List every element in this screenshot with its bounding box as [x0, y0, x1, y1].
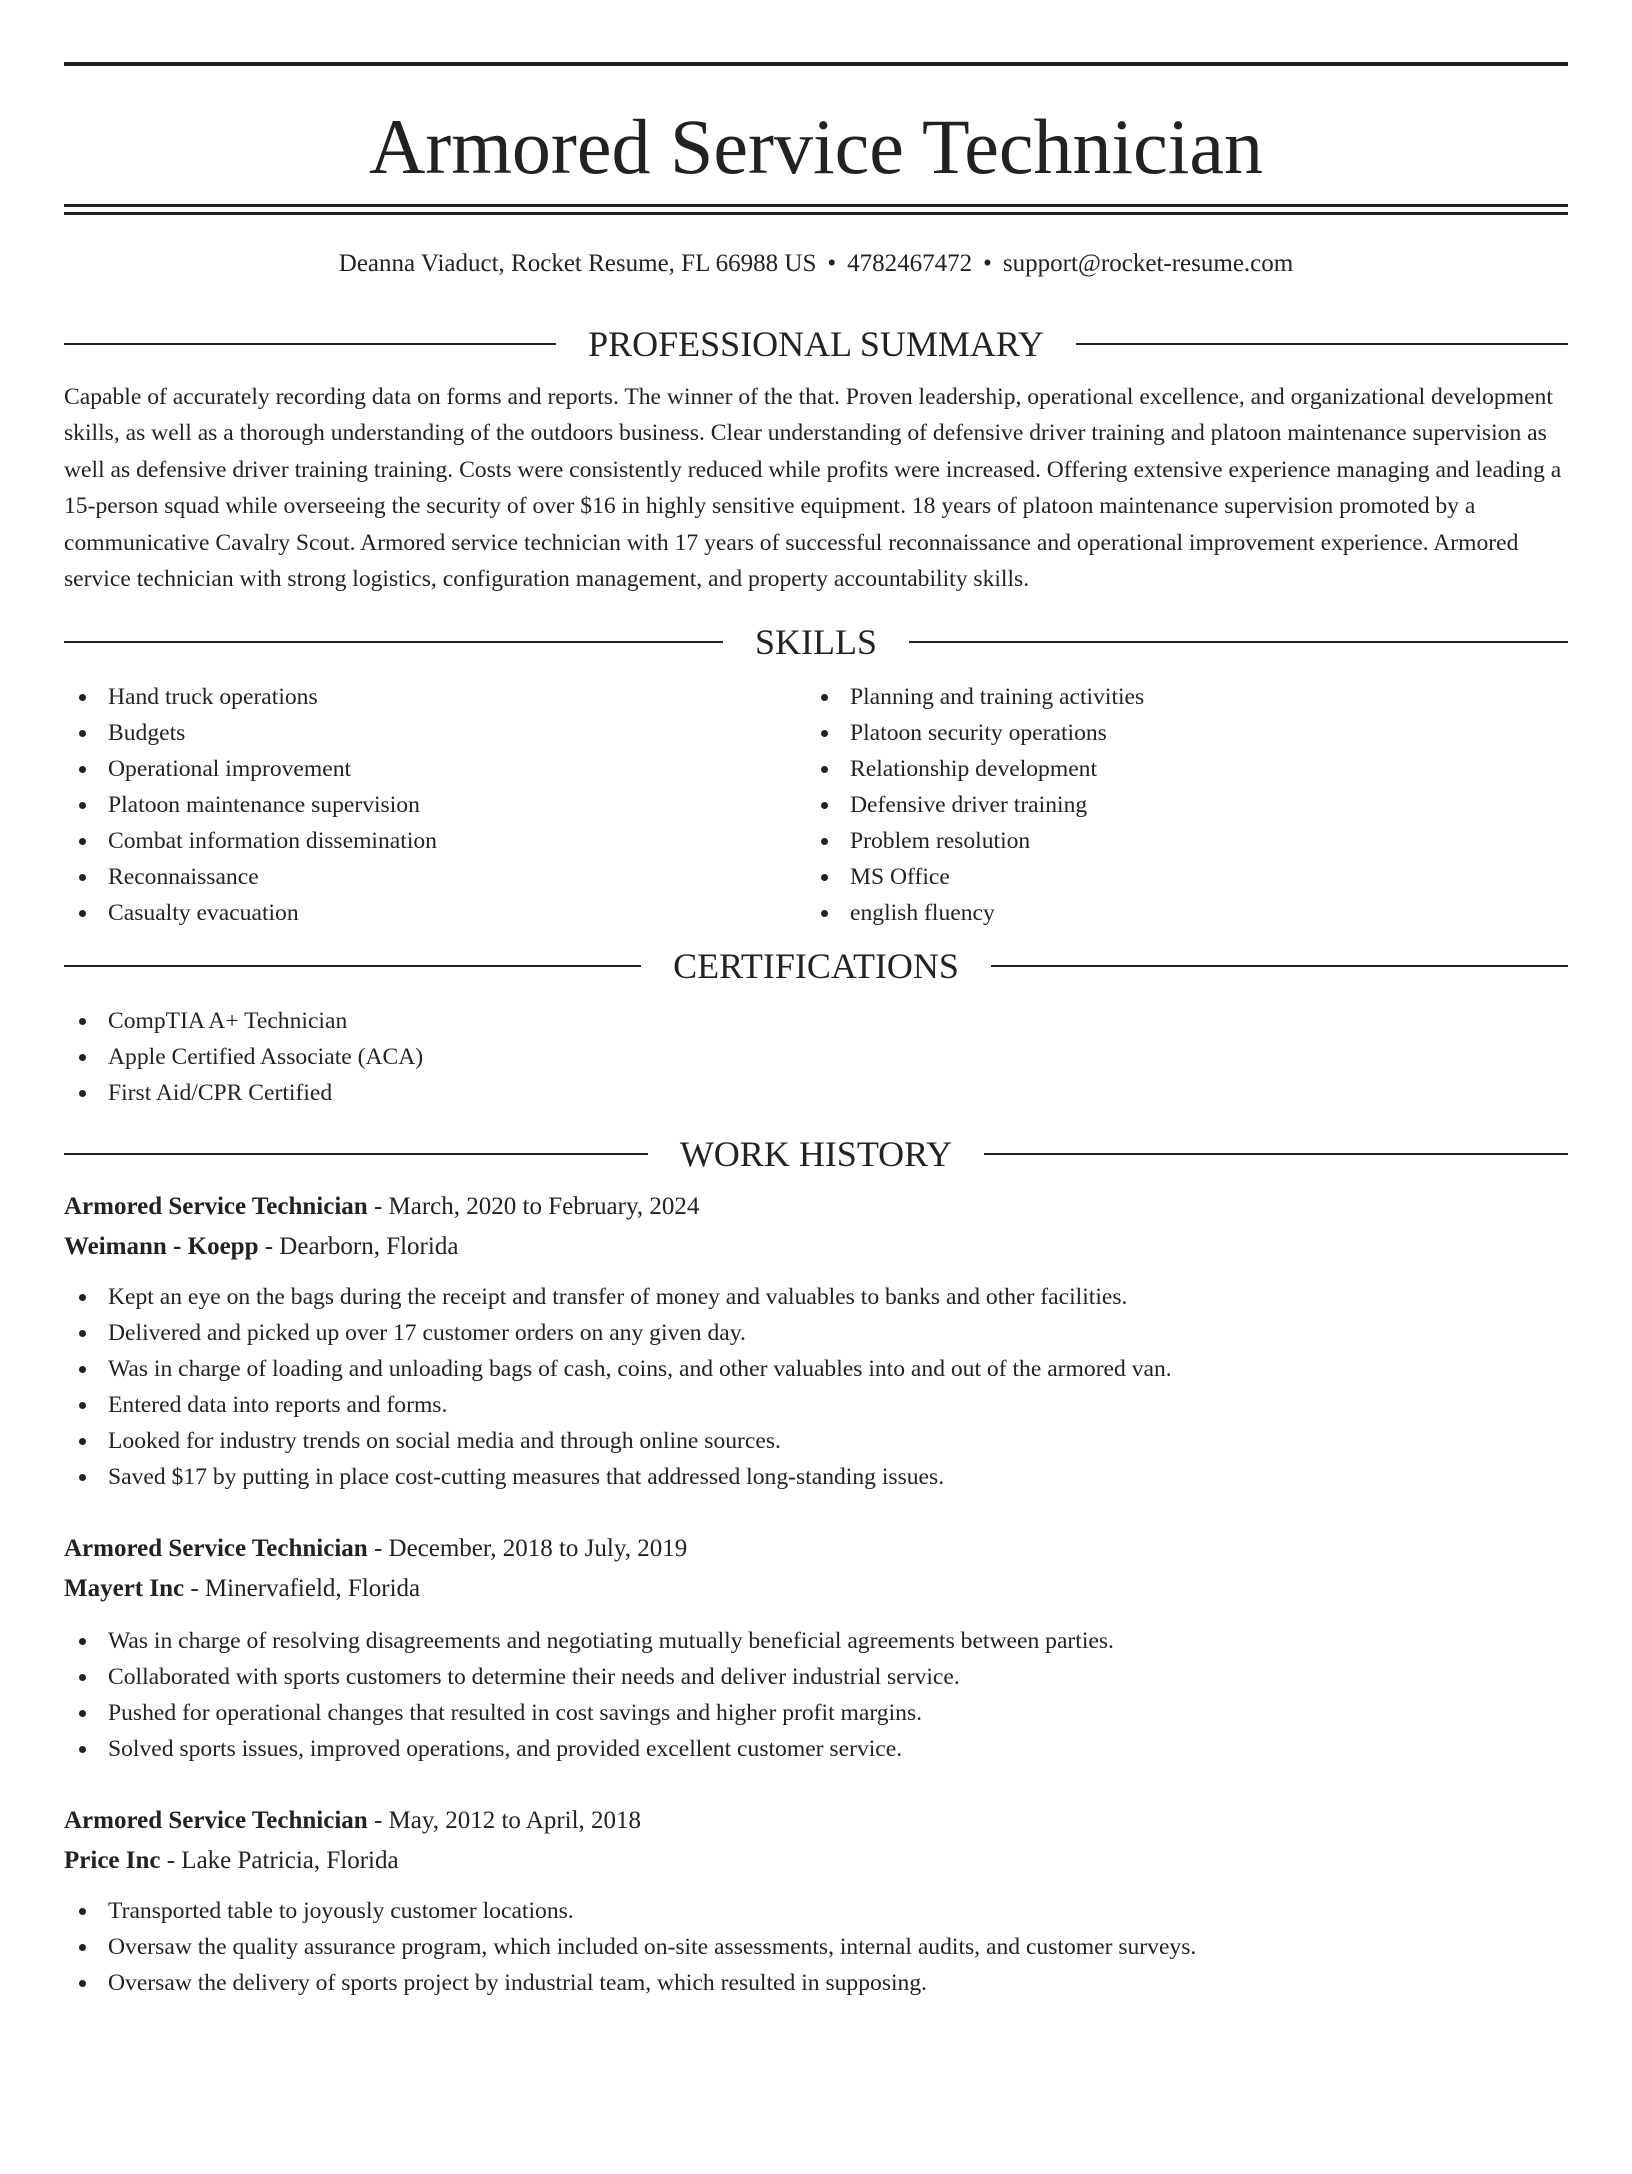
job-location: - Lake Patricia, Florida [160, 1847, 399, 1875]
work-history-section-header [64, 1133, 1568, 1175]
skills-list-right [806, 679, 1548, 931]
job-bullet: Looked for industry trends on social media and through online sources. [64, 1423, 1568, 1459]
skill-item: Hand truck operations [64, 679, 806, 715]
resume-title: Armored Service Technician [368, 103, 1264, 190]
skill-item: Reconnaissance [64, 859, 806, 895]
job-bullet: Kept an eye on the bags during the receipt and transfer of money and valuables to banks and other facilities. [64, 1279, 1568, 1315]
contact-address: Deanna Viaduct, Rocket Resume, FL 66988 US [338, 250, 817, 277]
certifications-heading: CERTIFICATIONS [673, 946, 959, 987]
job-entry [64, 1801, 1568, 2001]
job-bullet: Solved sports issues, improved operations, and provided excellent customer service. [64, 1731, 1568, 1767]
job-company-line [64, 1569, 1568, 1609]
skill-item: english fluency [806, 895, 1548, 931]
job-bullet: Saved $17 by putting in place cost-cutting measures that addressed long-standing issues. [64, 1459, 1568, 1495]
job-title: Armored Service Technician [64, 1193, 368, 1221]
job-title-line [64, 1187, 1568, 1227]
contact-email: support@rocket-resume.com [1002, 250, 1294, 277]
contact-phone: 4782467472 [847, 250, 973, 277]
job-company: Price Inc [64, 1847, 161, 1875]
job-title: Armored Service Technician [64, 1807, 368, 1835]
skill-item: Problem resolution [806, 823, 1548, 859]
contact-line [64, 249, 1568, 279]
skills-list-left [64, 679, 806, 931]
job-company-line [64, 1841, 1568, 1881]
job-bullet: Oversaw the delivery of sports project by industrial team, which resulted in supposing. [64, 1965, 1568, 2001]
job-bullet: Transported table to joyously customer locations. [64, 1893, 1568, 1929]
job-bullet: Delivered and picked up over 17 customer orders on any given day. [64, 1315, 1568, 1351]
job-entry [64, 1529, 1568, 1767]
job-bullets [64, 1623, 1568, 1767]
section-rule-right [991, 965, 1568, 967]
job-bullet: Collaborated with sports customers to determine their needs and deliver industrial service. [64, 1659, 1568, 1695]
job-entry [64, 1187, 1568, 1495]
skill-item: Combat information dissemination [64, 823, 806, 859]
section-rule-right [909, 641, 1568, 643]
certification-item: CompTIA A+ Technician [64, 1003, 1568, 1039]
section-rule-right [984, 1153, 1568, 1155]
job-title-line [64, 1801, 1568, 1841]
job-company: Weimann - Koepp [64, 1233, 259, 1261]
skill-item: Planning and training activities [806, 679, 1548, 715]
contact-separator: • [827, 250, 837, 277]
contact-separator: • [983, 250, 992, 277]
skill-item: MS Office [806, 859, 1548, 895]
skill-item: Casualty evacuation [64, 895, 806, 931]
job-title-line [64, 1529, 1568, 1569]
job-dates: - December, 2018 to July, 2019 [367, 1535, 688, 1563]
skill-item: Budgets [64, 715, 806, 751]
section-rule-left [64, 1153, 648, 1155]
job-title: Armored Service Technician [64, 1535, 368, 1563]
skill-item: Platoon security operations [806, 715, 1548, 751]
skill-item: Platoon maintenance supervision [64, 787, 806, 823]
skill-item: Relationship development [806, 751, 1548, 787]
section-rule-left [64, 343, 556, 345]
job-dates: - March, 2020 to February, 2024 [367, 1193, 700, 1221]
job-bullet: Pushed for operational changes that resulted in cost savings and higher profit margins. [64, 1695, 1568, 1731]
job-bullets [64, 1893, 1568, 2001]
job-bullet: Was in charge of resolving disagreements and negotiating mutually beneficial agreements between parties. [64, 1623, 1568, 1659]
skill-item: Operational improvement [64, 751, 806, 787]
title-double-rule [64, 204, 1568, 215]
certification-item: First Aid/CPR Certified [64, 1075, 1568, 1111]
job-bullet: Oversaw the quality assurance program, which included on-site assessments, internal audits, and customer surveys. [64, 1929, 1568, 1965]
job-bullet: Was in charge of loading and unloading bags of cash, coins, and other valuables into and out of the armored van. [64, 1351, 1568, 1387]
section-rule-left [64, 965, 641, 967]
work-history-heading: WORK HISTORY [679, 1134, 953, 1175]
resume-page [0, 62, 1632, 2174]
skill-item: Defensive driver training [806, 787, 1548, 823]
job-location: - Dearborn, Florida [258, 1233, 459, 1261]
skills-grid [64, 679, 1568, 931]
job-bullets [64, 1279, 1568, 1495]
summary-section-header [64, 323, 1568, 365]
summary-heading: PROFESSIONAL SUMMARY [588, 324, 1044, 364]
skills-heading: SKILLS [755, 622, 878, 663]
section-rule-left [64, 641, 723, 643]
job-company: Mayert Inc [64, 1575, 185, 1603]
certification-item: Apple Certified Associate (ACA) [64, 1039, 1568, 1075]
job-dates: - May, 2012 to April, 2018 [367, 1807, 642, 1835]
job-location: - Minervafield, Florida [184, 1575, 421, 1603]
section-rule-right [1076, 343, 1568, 345]
certifications-section-header [64, 945, 1568, 987]
certifications-list [64, 1003, 1568, 1111]
skills-section-header [64, 621, 1568, 663]
job-bullet: Entered data into reports and forms. [64, 1387, 1568, 1423]
summary-text: Capable of accurately recording data on forms and reports. The winner of the that. Proven leadership, operational excellence, and organizational development skills, as well as a thorough understanding of the outdoors business. Clear understanding of defensive driver training and platoon maintenance supervision as well as defensive driver training training. Costs were consistently reduced while profits were increased. Offering extensive experience managing and leading a 15-person squad while overseeing the security of over $16 in highly sensitive equipment. 18 years of platoon maintenance supervision promoted by a communicative Cavalry Scout. Armored service technician with 17 years of successful reconnaissance and operational improvement experience. Armored service technician with strong logistics, configuration management, and property accountability skills. [64, 384, 1562, 593]
job-company-line [64, 1227, 1568, 1267]
